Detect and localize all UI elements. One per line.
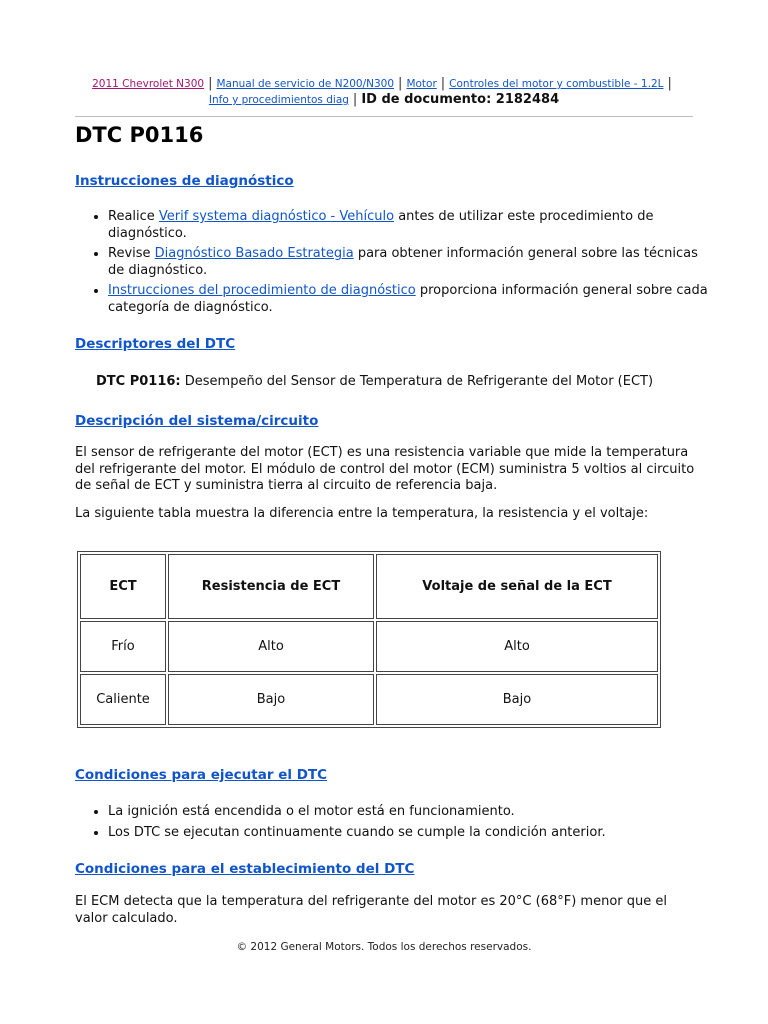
list-item-text: Revise — [108, 246, 155, 261]
table-cell: Caliente — [80, 674, 166, 725]
list-item-text: Realice — [108, 209, 159, 224]
list-item-text: antes de utilizar este procedimiento de diagnóstico. — [108, 209, 654, 241]
section-heading-descriptors[interactable]: Descriptores del DTC — [75, 336, 236, 352]
breadcrumb-separator: | — [440, 76, 446, 91]
breadcrumb-link-motor[interactable]: Motor — [406, 78, 437, 90]
table-cell: Bajo — [376, 674, 658, 725]
copyright-footer: © 2012 General Motors. Todos los derechos reservados. — [236, 941, 532, 953]
table-row — [80, 674, 658, 725]
section-heading-instructions[interactable]: Instrucciones de diagnóstico — [75, 173, 294, 189]
table-row — [80, 621, 658, 672]
instructions-list — [75, 209, 708, 320]
breadcrumb-link-info[interactable]: Info y procedimientos diag — [208, 94, 349, 106]
table-intro-paragraph: La siguiente tabla muestra la diferencia entre la temperatura, la resistencia y el voltaje: — [75, 506, 649, 521]
description-paragraph: El sensor de refrigerante del motor (ECT) es una resistencia variable que mide la temperatura del refrigerante del motor. El módulo de control del motor (ECM) suministra 5 voltios al circuito de señal de ECT y suministra tierra al circuito de referencia baja. — [75, 445, 695, 493]
list-item — [108, 246, 708, 279]
table-cell: Alto — [168, 621, 374, 672]
table-header-row — [80, 554, 658, 619]
dtc-descriptor — [96, 374, 716, 391]
breadcrumb-separator: | — [208, 76, 213, 91]
breadcrumb-link-manual[interactable]: Manual de servicio de N200/N300 — [216, 78, 395, 90]
breadcrumb-separator: | — [398, 76, 403, 91]
table-cell: Alto — [376, 621, 658, 672]
link-verif-sistema[interactable]: Verif systema diagnóstico - Vehículo — [158, 209, 395, 224]
dtc-descriptor-text: Desempeño del Sensor de Temperatura de Refrigerante del Motor (ECT) — [180, 374, 654, 389]
link-diagnostico-estrategia[interactable]: Diagnóstico Basado Estrategia — [154, 246, 354, 261]
section-heading-set-conditions[interactable]: Condiciones para el establecimiento del DTC — [75, 861, 415, 877]
list-item — [108, 283, 708, 316]
breadcrumb — [75, 76, 693, 108]
list-item: • Los DTC se ejecutan continuamente cuando se cumple la condición anterior. — [108, 825, 708, 842]
breadcrumb-separator: | — [667, 76, 672, 91]
list-item-text: para obtener información general sobre las técnicas de diagnóstico. — [108, 246, 698, 278]
breadcrumb-separator: | — [352, 92, 358, 107]
breadcrumb-link-controls[interactable]: Controles del motor y combustible - 1.2L — [449, 78, 664, 90]
list-item — [108, 209, 708, 242]
ect-table — [77, 551, 661, 728]
link-instrucciones-procedimiento[interactable]: Instrucciones del procedimiento de diagnóstico — [108, 283, 416, 298]
section-heading-run-conditions[interactable]: Condiciones para ejecutar el DTC — [75, 767, 328, 783]
dtc-code: DTC P0116: — [96, 374, 181, 389]
section-heading-description[interactable]: Descripción del sistema/circuito — [75, 413, 319, 429]
table-cell: Bajo — [168, 674, 374, 725]
list-item: • La ignición está encendida o el motor está en funcionamiento. — [108, 804, 708, 821]
page-title: DTC P0116 — [75, 123, 204, 147]
header-divider — [75, 116, 693, 117]
list-item-text: proporciona información general sobre cada categoría de diagnóstico. — [108, 283, 708, 315]
table-header-cell: Resistencia de ECT — [168, 554, 374, 619]
breadcrumb-link-vehicle[interactable]: 2011 Chevrolet N300 — [92, 78, 205, 90]
table-header-cell: Voltaje de señal de la ECT — [376, 554, 658, 619]
document-id: ID de documento: 2182484 — [361, 92, 560, 107]
set-conditions-paragraph: El ECM detecta que la temperatura del refrigerante del motor es 20°C (68°F) menor que el valor calculado. — [75, 894, 667, 926]
table-cell: Frío — [80, 621, 166, 672]
run-conditions-list — [75, 804, 708, 845]
table-header-cell: ECT — [80, 554, 166, 619]
